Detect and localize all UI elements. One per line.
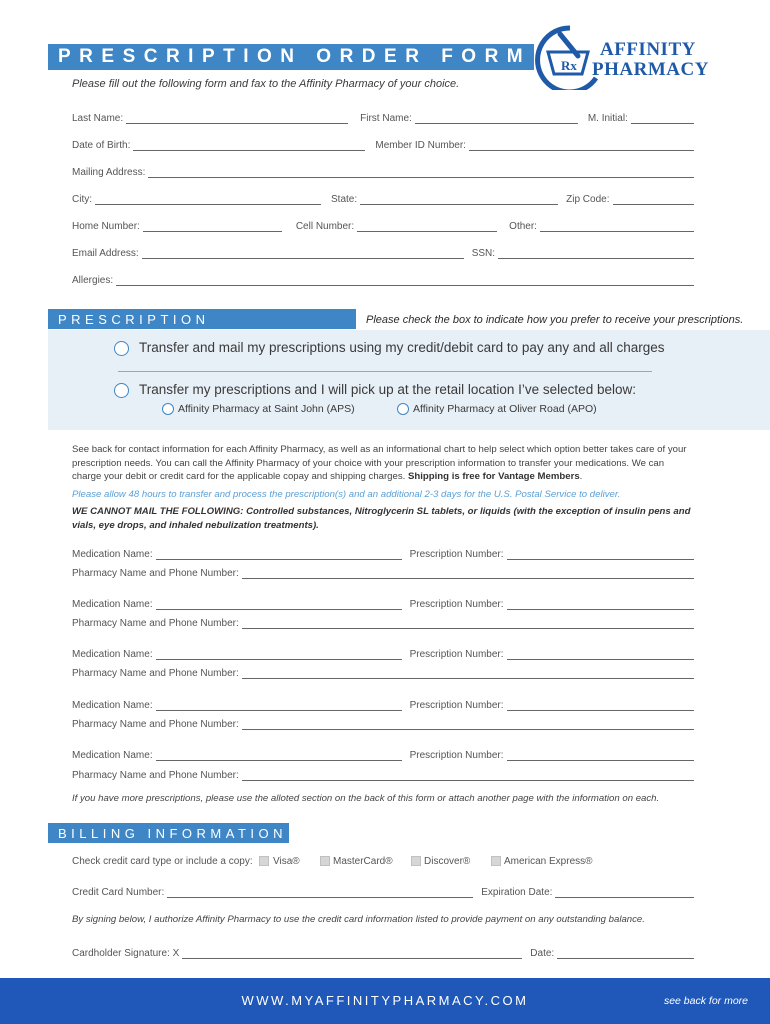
medication-name-field[interactable] bbox=[156, 700, 402, 711]
prescription-number-label: Prescription Number: bbox=[409, 649, 504, 660]
other-phone-label: Other: bbox=[509, 221, 537, 232]
medication-name-field[interactable] bbox=[156, 599, 402, 610]
pharmacy-label: Pharmacy Name and Phone Number: bbox=[72, 719, 239, 730]
pharmacy-row-5 bbox=[72, 767, 694, 781]
medication-name-label: Medication Name: bbox=[72, 750, 153, 761]
option-mail-label: Transfer and mail my prescriptions using my credit/debit card to pay any and all charges bbox=[139, 340, 665, 355]
prescription-number-field[interactable] bbox=[507, 750, 694, 761]
email-ssn-row bbox=[72, 245, 694, 259]
expiration-date-field[interactable] bbox=[555, 887, 694, 898]
member-id-label: Member ID Number: bbox=[375, 140, 466, 151]
pharmacy-row-3 bbox=[72, 665, 694, 679]
home-number-field[interactable] bbox=[143, 221, 282, 232]
contact-info-paragraph: See back for contact information for each Affinity Pharmacy, as well as an informational chart to help select which option better takes care of your prescription needs. You can call the Affinity Pharmacy of your choice with your prescription information to transfer your medications. We can charge your debit or credit card for the applicable copay and shipping charges. Shipping is free for Vantage Members. bbox=[72, 444, 687, 482]
city-field[interactable] bbox=[95, 194, 321, 205]
prescription-number-label: Prescription Number: bbox=[409, 549, 504, 560]
middle-initial-label: M. Initial: bbox=[587, 113, 628, 124]
shipping-free-text: Shipping is free for Vantage Members bbox=[408, 471, 580, 482]
member-id-field[interactable] bbox=[469, 140, 694, 151]
state-label: State: bbox=[331, 194, 358, 205]
option-pickup-label: Transfer my prescriptions and I will pick up at the retail location I’ve selected below: bbox=[139, 382, 636, 397]
visa-checkbox[interactable] bbox=[259, 856, 269, 866]
discover-checkbox[interactable] bbox=[411, 856, 421, 866]
expiration-date-label: Expiration Date: bbox=[481, 887, 553, 898]
dob-row bbox=[72, 137, 694, 151]
middle-initial-field[interactable] bbox=[631, 113, 694, 124]
mastercard-checkbox[interactable] bbox=[320, 856, 330, 866]
card-number-label: Credit Card Number: bbox=[72, 887, 165, 898]
medication-name-label: Medication Name: bbox=[72, 700, 153, 711]
pharmacy-field[interactable] bbox=[242, 719, 694, 730]
pharmacy-label: Pharmacy Name and Phone Number: bbox=[72, 668, 239, 679]
processing-time-note: Please allow 48 hours to transfer and process the prescription(s) and an additional 2-3 days for the U.S. Postal Service to deliver. bbox=[72, 489, 621, 500]
medication-name-field[interactable] bbox=[156, 649, 402, 660]
cell-number-field[interactable] bbox=[357, 221, 497, 232]
city-label: City: bbox=[72, 194, 92, 205]
pharmacy-field[interactable] bbox=[242, 618, 694, 629]
first-name-field[interactable] bbox=[415, 113, 578, 124]
medication-name-label: Medication Name: bbox=[72, 599, 153, 610]
medication-row-1 bbox=[72, 546, 694, 560]
medication-name-field[interactable] bbox=[156, 750, 402, 761]
mastercard-label: MasterCard® bbox=[333, 856, 393, 867]
prescription-number-field[interactable] bbox=[507, 700, 694, 711]
ssn-field[interactable] bbox=[498, 248, 694, 259]
cannot-mail-warning: WE CANNOT MAIL THE FOLLOWING: Controlled substances, Nitroglycerin SL tablets, or liquids (with the exception of insulin pens and vials, eye drops, and inhaled nebulization treatments). bbox=[72, 506, 691, 531]
pharmacy-label: Pharmacy Name and Phone Number: bbox=[72, 770, 239, 781]
email-field[interactable] bbox=[142, 248, 464, 259]
medication-row-3 bbox=[72, 646, 694, 660]
allergies-field[interactable] bbox=[116, 275, 694, 286]
pharmacy-field[interactable] bbox=[242, 770, 694, 781]
first-name-label: First Name: bbox=[360, 113, 412, 124]
prescription-section-title: PRESCRIPTION bbox=[58, 312, 210, 327]
pharmacy-row-1 bbox=[72, 565, 694, 579]
prescription-number-label: Prescription Number: bbox=[409, 599, 504, 610]
card-type-label: Check credit card type or include a copy: bbox=[72, 856, 253, 867]
city-state-zip-row bbox=[72, 191, 694, 205]
pharmacy-label: Pharmacy Name and Phone Number: bbox=[72, 618, 239, 629]
medication-name-field[interactable] bbox=[156, 549, 402, 560]
card-number-field[interactable] bbox=[167, 887, 473, 898]
location-oliver-road-label: Affinity Pharmacy at Oliver Road (APO) bbox=[413, 403, 597, 415]
prescription-number-label: Prescription Number: bbox=[409, 700, 504, 711]
intro-text: Please fill out the following form and fax to the Affinity Pharmacy of your choice. bbox=[72, 78, 460, 90]
mailing-address-row bbox=[72, 164, 694, 178]
card-number-row bbox=[72, 884, 694, 898]
discover-label: Discover® bbox=[424, 856, 471, 867]
pharmacy-row-4 bbox=[72, 716, 694, 730]
signature-date-field[interactable] bbox=[557, 948, 694, 959]
last-name-field[interactable] bbox=[126, 113, 348, 124]
prescription-number-field[interactable] bbox=[507, 599, 694, 610]
authorization-text: By signing below, I authorize Affinity Pharmacy to use the credit card information listed to provide payment on any outstanding balance. bbox=[72, 914, 645, 925]
website-link[interactable]: WWW.MYAFFINITYPHARMACY.COM bbox=[241, 993, 529, 1008]
form-title: PRESCRIPTION ORDER FORM bbox=[58, 46, 532, 67]
logo-word-affinity: AFFINITY bbox=[600, 39, 696, 60]
prescription-section-header bbox=[48, 309, 356, 329]
allergies-row bbox=[72, 272, 694, 286]
footer-bar bbox=[0, 978, 770, 1024]
state-field[interactable] bbox=[360, 194, 558, 205]
svg-text:Rx: Rx bbox=[561, 58, 577, 73]
contact-info-text: See back for contact information for each Affinity Pharmacy, as well as an informational chart to help select which option better takes care of your prescription needs. You can call the Affinity Pharmacy of your choice with your prescription information to transfer your medications. We can charge your debit or credit card for the applicable copay and shipping charges. bbox=[72, 444, 687, 482]
card-type-row bbox=[72, 856, 694, 870]
location-oliver-road-radio[interactable] bbox=[397, 403, 409, 415]
affinity-pharmacy-logo bbox=[532, 22, 732, 90]
form-title-bar bbox=[48, 44, 534, 70]
medication-name-label: Medication Name: bbox=[72, 649, 153, 660]
location-saint-john-radio[interactable] bbox=[162, 403, 174, 415]
prescription-instruction: Please check the box to indicate how you prefer to receive your prescriptions. bbox=[366, 314, 744, 326]
dob-label: Date of Birth: bbox=[72, 140, 131, 151]
location-saint-john-label: Affinity Pharmacy at Saint John (APS) bbox=[178, 403, 355, 415]
prescription-number-field[interactable] bbox=[507, 649, 694, 660]
mailing-address-field[interactable] bbox=[148, 167, 694, 178]
medication-row-5 bbox=[72, 747, 694, 761]
phone-row bbox=[72, 218, 694, 232]
mailing-address-label: Mailing Address: bbox=[72, 167, 146, 178]
zip-field[interactable] bbox=[613, 194, 695, 205]
signature-row bbox=[72, 945, 694, 959]
more-prescriptions-note: If you have more prescriptions, please use the alloted section on the back of this form or attach another page with the information on each. bbox=[72, 793, 660, 804]
cardholder-signature-label: Cardholder Signature: X bbox=[72, 948, 180, 959]
zip-label: Zip Code: bbox=[566, 194, 610, 205]
pharmacy-field[interactable] bbox=[242, 668, 694, 679]
name-row bbox=[72, 110, 694, 124]
billing-section-header bbox=[48, 823, 289, 843]
prescription-number-label: Prescription Number: bbox=[409, 750, 504, 761]
last-name-label: Last Name: bbox=[72, 113, 124, 124]
cardholder-signature-field[interactable] bbox=[182, 948, 522, 959]
visa-label: Visa® bbox=[273, 856, 300, 867]
option-mail-radio[interactable] bbox=[114, 341, 129, 356]
prescription-number-field[interactable] bbox=[507, 549, 694, 560]
allergies-label: Allergies: bbox=[72, 275, 114, 286]
dob-field[interactable] bbox=[133, 140, 365, 151]
option-divider bbox=[118, 371, 652, 372]
ssn-label: SSN: bbox=[471, 248, 496, 259]
american-express-checkbox[interactable] bbox=[491, 856, 501, 866]
medication-row-2 bbox=[72, 596, 694, 610]
medication-row-4 bbox=[72, 697, 694, 711]
billing-section-title: BILLING INFORMATION bbox=[58, 826, 287, 841]
pharmacy-field[interactable] bbox=[242, 568, 694, 579]
american-express-label: American Express® bbox=[504, 856, 593, 867]
home-number-label: Home Number: bbox=[72, 221, 140, 232]
pharmacy-label: Pharmacy Name and Phone Number: bbox=[72, 568, 239, 579]
logo-word-pharmacy: PHARMACY bbox=[592, 59, 709, 80]
pharmacy-row-2 bbox=[72, 615, 694, 629]
cell-number-label: Cell Number: bbox=[295, 221, 355, 232]
email-label: Email Address: bbox=[72, 248, 139, 259]
signature-date-label: Date: bbox=[530, 948, 555, 959]
other-phone-field[interactable] bbox=[540, 221, 694, 232]
see-back-note: see back for more bbox=[663, 995, 748, 1007]
medication-name-label: Medication Name: bbox=[72, 549, 153, 560]
option-pickup-radio[interactable] bbox=[114, 383, 129, 398]
